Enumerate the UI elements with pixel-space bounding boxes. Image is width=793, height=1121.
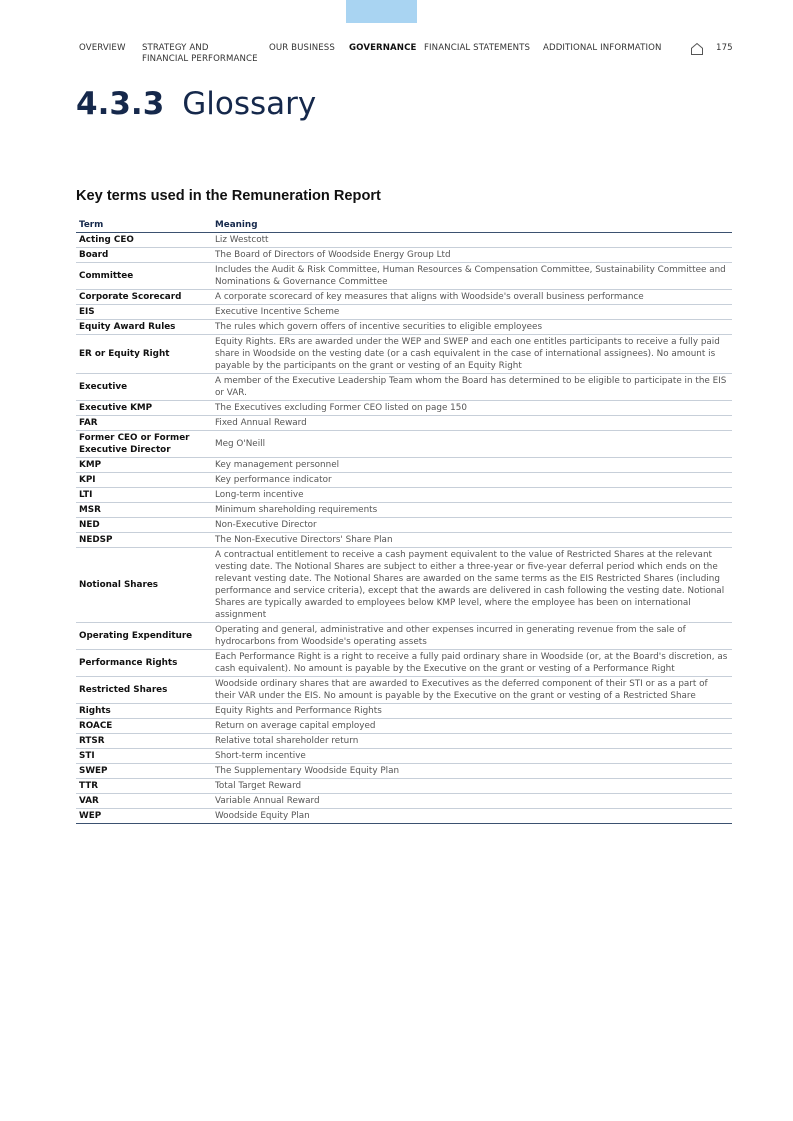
nav-strategy-financial-performance[interactable] bbox=[142, 43, 258, 65]
table-row bbox=[76, 320, 732, 335]
section-number: 4.3.3 bbox=[76, 86, 165, 122]
table-row bbox=[76, 677, 732, 704]
meaning-cell: The Supplementary Woodside Equity Plan bbox=[212, 764, 732, 779]
term-cell: Equity Award Rules bbox=[76, 320, 212, 335]
term-cell: FAR bbox=[76, 416, 212, 431]
meaning-cell: Key management personnel bbox=[212, 458, 732, 473]
glossary-table bbox=[76, 216, 732, 824]
term-cell: WEP bbox=[76, 809, 212, 824]
term-cell: Corporate Scorecard bbox=[76, 290, 212, 305]
table-row bbox=[76, 764, 732, 779]
meaning-cell: The Non-Executive Directors' Share Plan bbox=[212, 533, 732, 548]
term-cell: Board bbox=[76, 248, 212, 263]
term-cell: Executive KMP bbox=[76, 401, 212, 416]
term-cell: ER or Equity Right bbox=[76, 335, 212, 374]
term-cell: Acting CEO bbox=[76, 233, 212, 248]
nav-strategy-label-line2: FINANCIAL PERFORMANCE bbox=[142, 54, 258, 64]
term-cell: Former CEO or Former Executive Director bbox=[76, 431, 212, 458]
nav-strategy-label-line1: STRATEGY AND bbox=[142, 43, 209, 53]
table-row bbox=[76, 305, 732, 320]
table-row bbox=[76, 335, 732, 374]
table-row bbox=[76, 416, 732, 431]
table-row bbox=[76, 734, 732, 749]
table-row bbox=[76, 794, 732, 809]
meaning-cell: Woodside Equity Plan bbox=[212, 809, 732, 824]
table-heading: Key terms used in the Remuneration Report bbox=[76, 188, 381, 204]
meaning-cell: A contractual entitlement to receive a cash payment equivalent to the value of Restricted Shares at the relevant vesting date. The Notional Shares are subject to either a three-year or five-year deferral period which ends on the relevant vesting date. The Notional Shares are awarded on the same terms as the EIS Restricted Shares (including performance and service criteria), except that the awards are delivered in cash following the vesting date. Notional Shares are typically awarded to employees below KMP level, where the employee has been on international assignment bbox=[212, 548, 732, 623]
term-cell: TTR bbox=[76, 779, 212, 794]
table-row bbox=[76, 401, 732, 416]
meaning-cell: Equity Rights and Performance Rights bbox=[212, 704, 732, 719]
section-title-text: Glossary bbox=[182, 86, 317, 122]
nav-governance[interactable]: GOVERNANCE bbox=[349, 43, 417, 53]
meaning-cell: The rules which govern offers of incentive securities to eligible employees bbox=[212, 320, 732, 335]
table-row bbox=[76, 749, 732, 764]
meaning-cell: Executive Incentive Scheme bbox=[212, 305, 732, 320]
meaning-cell: Equity Rights. ERs are awarded under the WEP and SWEP and each one entitles participants to receive a fully paid share in Woodside on the vesting date (or a cash equivalent in the case of international assignees). No amount is payable by the participants on the grant or vesting of an Equity Right bbox=[212, 335, 732, 374]
term-cell: KMP bbox=[76, 458, 212, 473]
term-cell: Restricted Shares bbox=[76, 677, 212, 704]
table-row bbox=[76, 518, 732, 533]
table-row bbox=[76, 704, 732, 719]
table-row bbox=[76, 650, 732, 677]
home-icon[interactable] bbox=[690, 42, 704, 56]
term-cell: Operating Expenditure bbox=[76, 623, 212, 650]
term-cell: NEDSP bbox=[76, 533, 212, 548]
table-row bbox=[76, 719, 732, 734]
meaning-cell: Woodside ordinary shares that are awarded to Executives as the deferred component of their STI or as a part of their VAR under the EIS. No amount is payable by the Executive on the grant or vesting of a Restricted Share bbox=[212, 677, 732, 704]
term-cell: KPI bbox=[76, 473, 212, 488]
term-cell: SWEP bbox=[76, 764, 212, 779]
table-row bbox=[76, 488, 732, 503]
meaning-cell: The Board of Directors of Woodside Energy Group Ltd bbox=[212, 248, 732, 263]
table-row bbox=[76, 533, 732, 548]
table-row bbox=[76, 548, 732, 623]
table-header-row bbox=[76, 216, 732, 233]
term-cell: RTSR bbox=[76, 734, 212, 749]
page-title bbox=[76, 84, 316, 124]
term-cell: ROACE bbox=[76, 719, 212, 734]
meaning-cell: Each Performance Right is a right to receive a fully paid ordinary share in Woodside (or, at the Board's discretion, as cash equivalent). No amount is payable by the Executive on the grant or vesting of a Performance Right bbox=[212, 650, 732, 677]
nav-overview[interactable]: OVERVIEW bbox=[79, 43, 126, 53]
term-cell: Performance Rights bbox=[76, 650, 212, 677]
table-row bbox=[76, 458, 732, 473]
meaning-cell: Relative total shareholder return bbox=[212, 734, 732, 749]
meaning-cell: Operating and general, administrative and other expenses incurred in generating revenue from the sale of hydrocarbons from Woodside's operating assets bbox=[212, 623, 732, 650]
table-row bbox=[76, 290, 732, 305]
meaning-cell: A corporate scorecard of key measures that aligns with Woodside's overall business performance bbox=[212, 290, 732, 305]
nav-our-business[interactable]: OUR BUSINESS bbox=[269, 43, 335, 53]
glossary-body bbox=[76, 233, 732, 824]
column-header-meaning: Meaning bbox=[212, 216, 732, 233]
table-row bbox=[76, 374, 732, 401]
table-row bbox=[76, 623, 732, 650]
meaning-cell: Return on average capital employed bbox=[212, 719, 732, 734]
term-cell: Executive bbox=[76, 374, 212, 401]
meaning-cell: Meg O'Neill bbox=[212, 431, 732, 458]
term-cell: LTI bbox=[76, 488, 212, 503]
column-header-term: Term bbox=[76, 216, 212, 233]
term-cell: NED bbox=[76, 518, 212, 533]
table-row bbox=[76, 263, 732, 290]
meaning-cell: Variable Annual Reward bbox=[212, 794, 732, 809]
meaning-cell: Total Target Reward bbox=[212, 779, 732, 794]
meaning-cell: Non-Executive Director bbox=[212, 518, 732, 533]
term-cell: VAR bbox=[76, 794, 212, 809]
table-row bbox=[76, 248, 732, 263]
meaning-cell: Fixed Annual Reward bbox=[212, 416, 732, 431]
page-number: 175 bbox=[716, 43, 733, 53]
term-cell: STI bbox=[76, 749, 212, 764]
meaning-cell: A member of the Executive Leadership Team whom the Board has determined to be eligible to participate in the EIS or VAR. bbox=[212, 374, 732, 401]
nav-additional-information[interactable]: ADDITIONAL INFORMATION bbox=[543, 43, 662, 53]
meaning-cell: Key performance indicator bbox=[212, 473, 732, 488]
nav-financial-statements[interactable]: FINANCIAL STATEMENTS bbox=[424, 43, 531, 53]
meaning-cell: Liz Westcott bbox=[212, 233, 732, 248]
meaning-cell: Includes the Audit & Risk Committee, Human Resources & Compensation Committee, Sustainability Committee and Nominations & Governance Committee bbox=[212, 263, 732, 290]
term-cell: Notional Shares bbox=[76, 548, 212, 623]
table-row bbox=[76, 431, 732, 458]
table-row bbox=[76, 473, 732, 488]
term-cell: Committee bbox=[76, 263, 212, 290]
meaning-cell: Minimum shareholding requirements bbox=[212, 503, 732, 518]
table-row bbox=[76, 233, 732, 248]
meaning-cell: Short-term incentive bbox=[212, 749, 732, 764]
section-tab-marker bbox=[346, 0, 417, 23]
term-cell: EIS bbox=[76, 305, 212, 320]
meaning-cell: The Executives excluding Former CEO listed on page 150 bbox=[212, 401, 732, 416]
table-row bbox=[76, 779, 732, 794]
term-cell: Rights bbox=[76, 704, 212, 719]
term-cell: MSR bbox=[76, 503, 212, 518]
table-row bbox=[76, 809, 732, 824]
table-row bbox=[76, 503, 732, 518]
meaning-cell: Long-term incentive bbox=[212, 488, 732, 503]
top-navigation bbox=[0, 43, 793, 73]
